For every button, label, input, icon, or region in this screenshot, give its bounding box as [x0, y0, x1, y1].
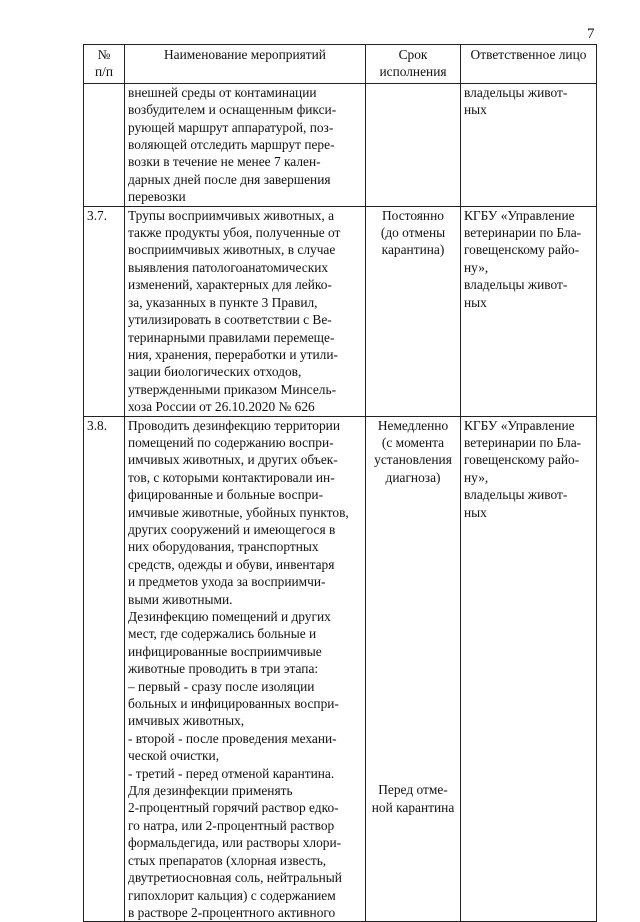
term-after-text: Перед отме- ной карантина — [371, 782, 455, 815]
header-term: Срок исполнения — [366, 45, 461, 84]
responsible-text: КГБУ «Управление ветеринарии по Бла- говещенскому райо- ну», владельцы живот- ных — [464, 417, 582, 520]
row-num: 3.8. — [84, 416, 125, 922]
responsible-text: КГБУ «Управление ветеринарии по Бла- говещенскому райо- ну», владельцы живот- ных — [464, 207, 582, 310]
row-num — [84, 83, 125, 206]
row-action — [125, 416, 366, 922]
header-responsible: Ответственное лицо — [461, 45, 597, 84]
term-spacer — [369, 486, 457, 781]
header-action: Наименование мероприятий — [125, 45, 366, 84]
action-text: Проводить дезинфекцию территории помещений по содержанию воспри- имчивых животных, и других объек- тов, с которыми контактировали ин- фицированные и больные воспри- имчивые животные, убойных пунктов, других сооружений и имеющегося в них оборудования, транспортных средств, одежды и обуви, инвентаря и предметов ухода за восприимчи- выми животными. Дезинфекцию помещений и других мест, где содержались больные и инфицированные восприимчивые животные проводить в три этапа: – первый - сразу после изоляции больных и инфицированных воспри- имчивых животных, - второй - после проведения механи- ческой очистки, - третий - перед отменой карантина. Для дезинфекции применять 2-процентный горячий раствор едко- го натра, или 2-процентный раствор формальдегида, или растворы хлори- стых препаратов (хлорная известь, двутретиосновная соль, нейтральный гипохлорит кальция) с содержанием в растворе 2-процентного активного — [128, 417, 349, 920]
row-term — [366, 416, 461, 922]
row-action — [125, 206, 366, 416]
row-action — [125, 83, 366, 206]
row-responsible — [461, 206, 597, 416]
term-text: Немедленно (с момента установления диагноза) — [374, 417, 452, 485]
row-num: 3.7. — [84, 206, 125, 416]
action-text: Трупы восприимчивых животных, а также продукты убоя, полученные от восприимчивых животных, в случае выявления патологоанатомических изменений, характерных для лейко- за, указанных в пункте 3 Правил, утилизировать в соответствии с Ве- теринарными правилами перемеще- ния, хранения, переработки и утили- зации биологических отходов, утвержденными приказом Минсель- хоза России от 26.10.2020 № 626 — [128, 207, 341, 415]
page-number: 7 — [587, 26, 595, 42]
row-term — [366, 83, 461, 206]
row-term — [366, 206, 461, 416]
header-num: № п/п — [84, 45, 125, 84]
term-text: Постоянно (до отмены карантина) — [380, 207, 446, 258]
table-row — [84, 416, 597, 922]
responsible-text: владельцы живот- ных — [464, 84, 568, 118]
action-text: внешней среды от контаминации возбудителем и оснащенным фикси- рующей маршрут аппаратурой, поз- воляющей отследить маршрут пере- возки в течение не менее 7 кален- дарных дней после дня завершения перевозки — [128, 84, 337, 205]
row-responsible — [461, 416, 597, 922]
row-responsible — [461, 83, 597, 206]
table-row — [84, 206, 597, 416]
table-header-row — [84, 45, 597, 84]
table-row — [84, 83, 597, 206]
measures-table — [83, 44, 597, 922]
